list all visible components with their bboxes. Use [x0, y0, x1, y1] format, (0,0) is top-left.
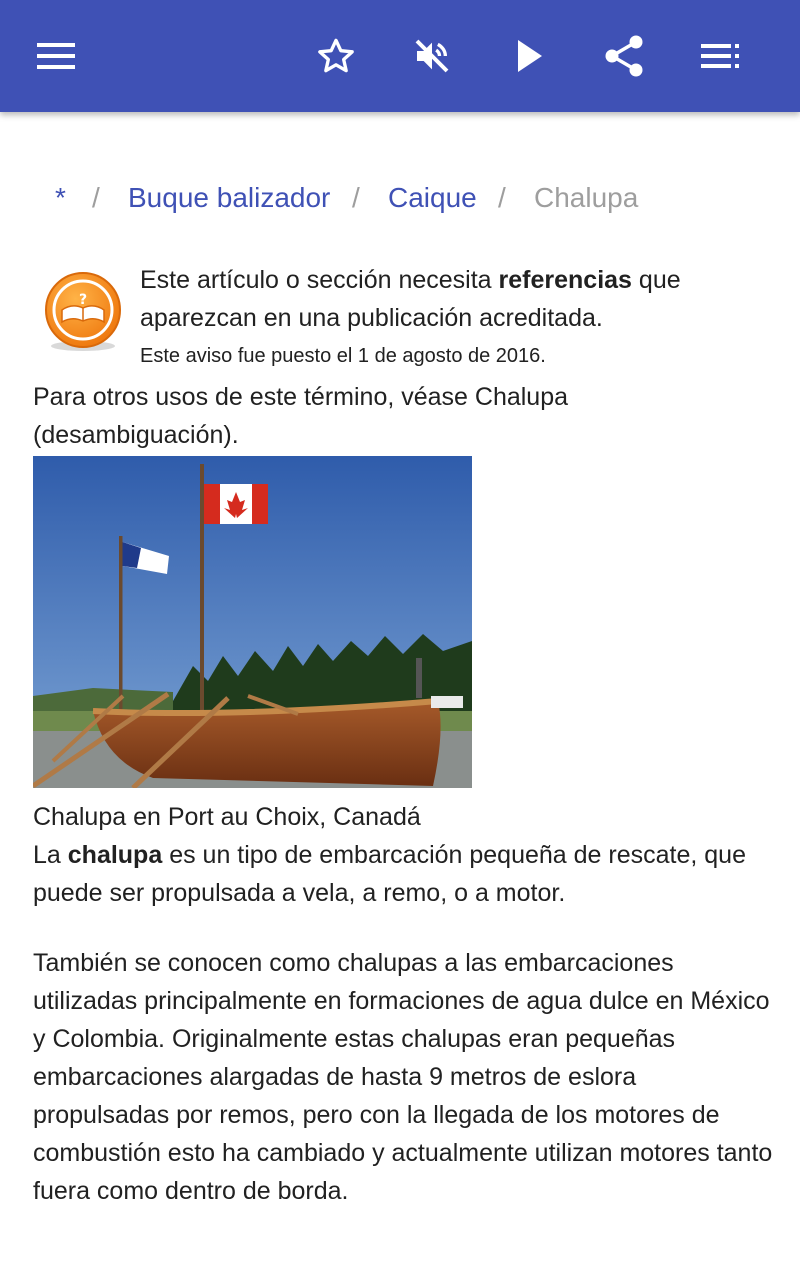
breadcrumb-current: Chalupa	[534, 182, 639, 213]
breadcrumb	[0, 176, 800, 220]
notice-text-end: que aparezcan en una publicación acreditada.	[140, 266, 681, 332]
svg-text:?: ?	[78, 292, 88, 308]
share-button[interactable]	[596, 28, 652, 84]
body-paragraph: También se conocen como chalupas a las embarcaciones utilizadas principalmente en formaciones de agua dulce en México y Colombia. Originalmente estas chalupas eran pequeñas embarcaciones alargadas de hasta 9 metros de eslora propulsadas por remos, pero con la llegada de los motores de combustión esto ha cambiado y actualmente utilizan motores tanto fuera como dentro de borda.	[33, 949, 773, 1205]
star-icon	[316, 36, 356, 76]
notice-date: Este aviso fue puesto el 1 de agosto de 2016.	[140, 345, 546, 367]
references-warning-icon	[42, 270, 124, 354]
breadcrumb-home[interactable]: *	[55, 182, 66, 213]
bookmark-button[interactable]	[308, 28, 364, 84]
share-icon	[604, 35, 644, 77]
volume-off-icon	[412, 36, 452, 76]
intro-text-end: es un tipo de embarcación pequeña de rescate, que puede ser propulsada a vela, a remo, o a motor.	[33, 841, 746, 907]
breadcrumb-item-caique[interactable]: Caique	[388, 182, 477, 213]
notice-text-start: Este artículo o sección necesita	[140, 266, 499, 294]
app-toolbar	[0, 0, 800, 112]
intro-bold-chalupa: chalupa	[67, 841, 163, 869]
breadcrumb-item-buque-balizador[interactable]: Buque balizador	[128, 182, 331, 213]
notice-bold-referencias: referencias	[498, 266, 632, 294]
intro-paragraph	[33, 836, 773, 912]
references-notice	[140, 261, 760, 337]
play-button[interactable]	[502, 28, 558, 84]
breadcrumb-separator: /	[498, 182, 506, 213]
menu-button[interactable]	[28, 28, 84, 84]
play-icon	[516, 40, 544, 72]
menu-icon	[37, 43, 75, 69]
list-menu-icon	[701, 44, 739, 68]
breadcrumb-separator: /	[352, 182, 360, 213]
article-image-chalupa[interactable]	[33, 456, 472, 788]
hatnote: Para otros usos de este término, véase Chalupa (desambiguación).	[33, 383, 569, 449]
mute-button[interactable]	[404, 28, 460, 84]
intro-text-start: La	[33, 841, 68, 869]
image-caption: Chalupa en Port au Choix, Canadá	[33, 803, 421, 831]
breadcrumb-separator: /	[92, 182, 100, 213]
contents-button[interactable]	[692, 28, 748, 84]
